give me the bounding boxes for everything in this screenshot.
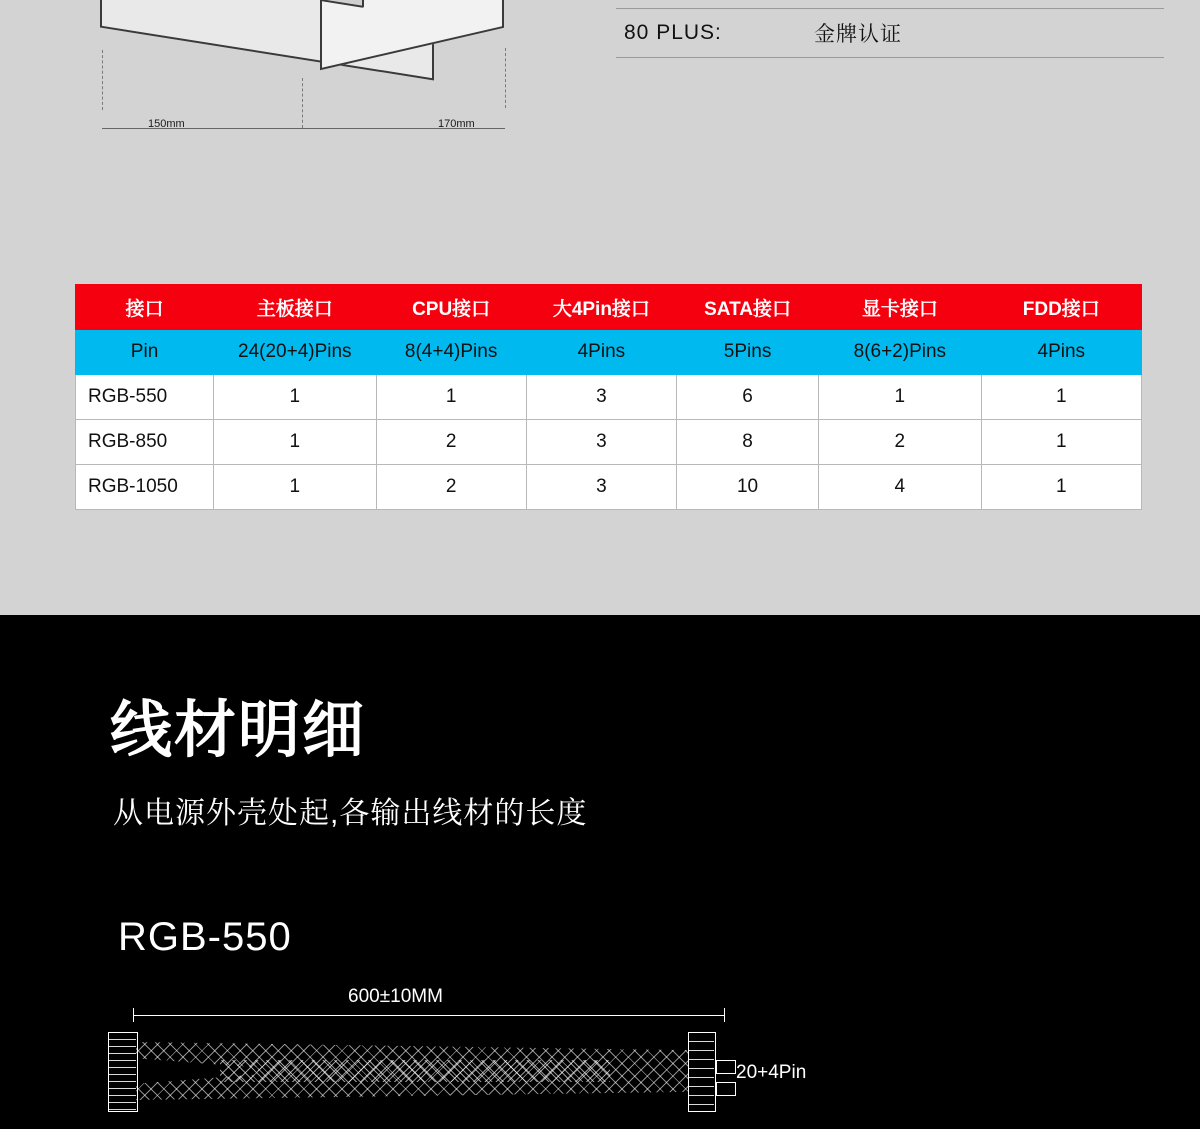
table-row bbox=[76, 420, 1142, 465]
cable-dimension-line bbox=[133, 1015, 725, 1016]
spec-row bbox=[616, 0, 1164, 9]
table-cell: 1 bbox=[819, 375, 981, 420]
table-header-row-interface bbox=[76, 285, 1142, 330]
table-cell-model: RGB-1050 bbox=[76, 465, 214, 510]
table-cell: 1 bbox=[981, 420, 1141, 465]
table-cell-model: RGB-850 bbox=[76, 420, 214, 465]
cable-diagram bbox=[100, 986, 820, 1125]
dimension-label-150mm: 150mm bbox=[148, 118, 185, 130]
cable-plug-left-pins bbox=[108, 1032, 136, 1110]
table-cell: 4 bbox=[819, 465, 981, 510]
table-cell: 1 bbox=[981, 375, 1141, 420]
cable-length-label: 600±10MM bbox=[348, 986, 443, 1007]
table-header-cell: 5Pins bbox=[677, 330, 819, 375]
table-cell: 2 bbox=[376, 465, 526, 510]
table-cell: 1 bbox=[214, 465, 376, 510]
section-subtitle: 从电源外壳处起,各输出线材的长度 bbox=[113, 797, 588, 830]
table-header-cell: 4Pins bbox=[981, 330, 1141, 375]
dimension-line-150 bbox=[102, 128, 302, 129]
table-row bbox=[76, 375, 1142, 420]
table-row bbox=[76, 465, 1142, 510]
table-header-cell: 8(6+2)Pins bbox=[819, 330, 981, 375]
cable-small-connector-bottom bbox=[716, 1082, 736, 1096]
cable-small-connector-top bbox=[716, 1060, 736, 1074]
table-cell: 1 bbox=[214, 420, 376, 465]
spec-row bbox=[616, 9, 1164, 58]
table-header-cell: 显卡接口 bbox=[819, 285, 981, 330]
table-cell: 3 bbox=[526, 465, 676, 510]
cable-dimension-tick-left bbox=[133, 1008, 134, 1022]
table-header-cell: CPU接口 bbox=[376, 285, 526, 330]
table-cell: 1 bbox=[981, 465, 1141, 510]
spec-list bbox=[616, 0, 1164, 58]
table-cell: 8 bbox=[677, 420, 819, 465]
cable-model-title: RGB-550 bbox=[118, 915, 292, 959]
table-cell: 6 bbox=[677, 375, 819, 420]
table-cell: 1 bbox=[214, 375, 376, 420]
table-cell-model: RGB-550 bbox=[76, 375, 214, 420]
connector-table bbox=[75, 284, 1142, 510]
dimension-leader-mid bbox=[302, 78, 303, 128]
cable-sleeve-core bbox=[220, 1060, 610, 1082]
table-cell: 10 bbox=[677, 465, 819, 510]
table-header-cell: 主板接口 bbox=[214, 285, 376, 330]
dimension-leader-right bbox=[505, 48, 506, 108]
spec-key: 80 PLUS: bbox=[624, 21, 722, 44]
dimension-label-170mm: 170mm bbox=[438, 118, 475, 130]
table-cell: 3 bbox=[526, 420, 676, 465]
table-header-cell: 8(4+4)Pins bbox=[376, 330, 526, 375]
spec-value: 金牌认证 bbox=[814, 23, 902, 46]
table-header-cell: Pin bbox=[76, 330, 214, 375]
table-cell: 3 bbox=[526, 375, 676, 420]
table-header-cell: SATA接口 bbox=[677, 285, 819, 330]
table-header-cell: 接口 bbox=[76, 285, 214, 330]
table-header-row-pins bbox=[76, 330, 1142, 375]
cable-connector-label: 20+4Pin bbox=[736, 1062, 807, 1083]
cable-detail-section bbox=[0, 615, 1200, 1129]
section-title: 线材明细 bbox=[110, 696, 367, 765]
cable-dimension-tick-right bbox=[724, 1008, 725, 1022]
table-header-cell: 24(20+4)Pins bbox=[214, 330, 376, 375]
table-header-cell: 大4Pin接口 bbox=[526, 285, 676, 330]
table-cell: 2 bbox=[376, 420, 526, 465]
table-cell: 2 bbox=[819, 420, 981, 465]
table-cell: 1 bbox=[376, 375, 526, 420]
psu-product-drawing bbox=[40, 0, 600, 200]
cable-plug-right-pins bbox=[688, 1032, 714, 1110]
table-header-cell: FDD接口 bbox=[981, 285, 1141, 330]
dimension-leader-left bbox=[102, 50, 103, 110]
table-header-cell: 4Pins bbox=[526, 330, 676, 375]
